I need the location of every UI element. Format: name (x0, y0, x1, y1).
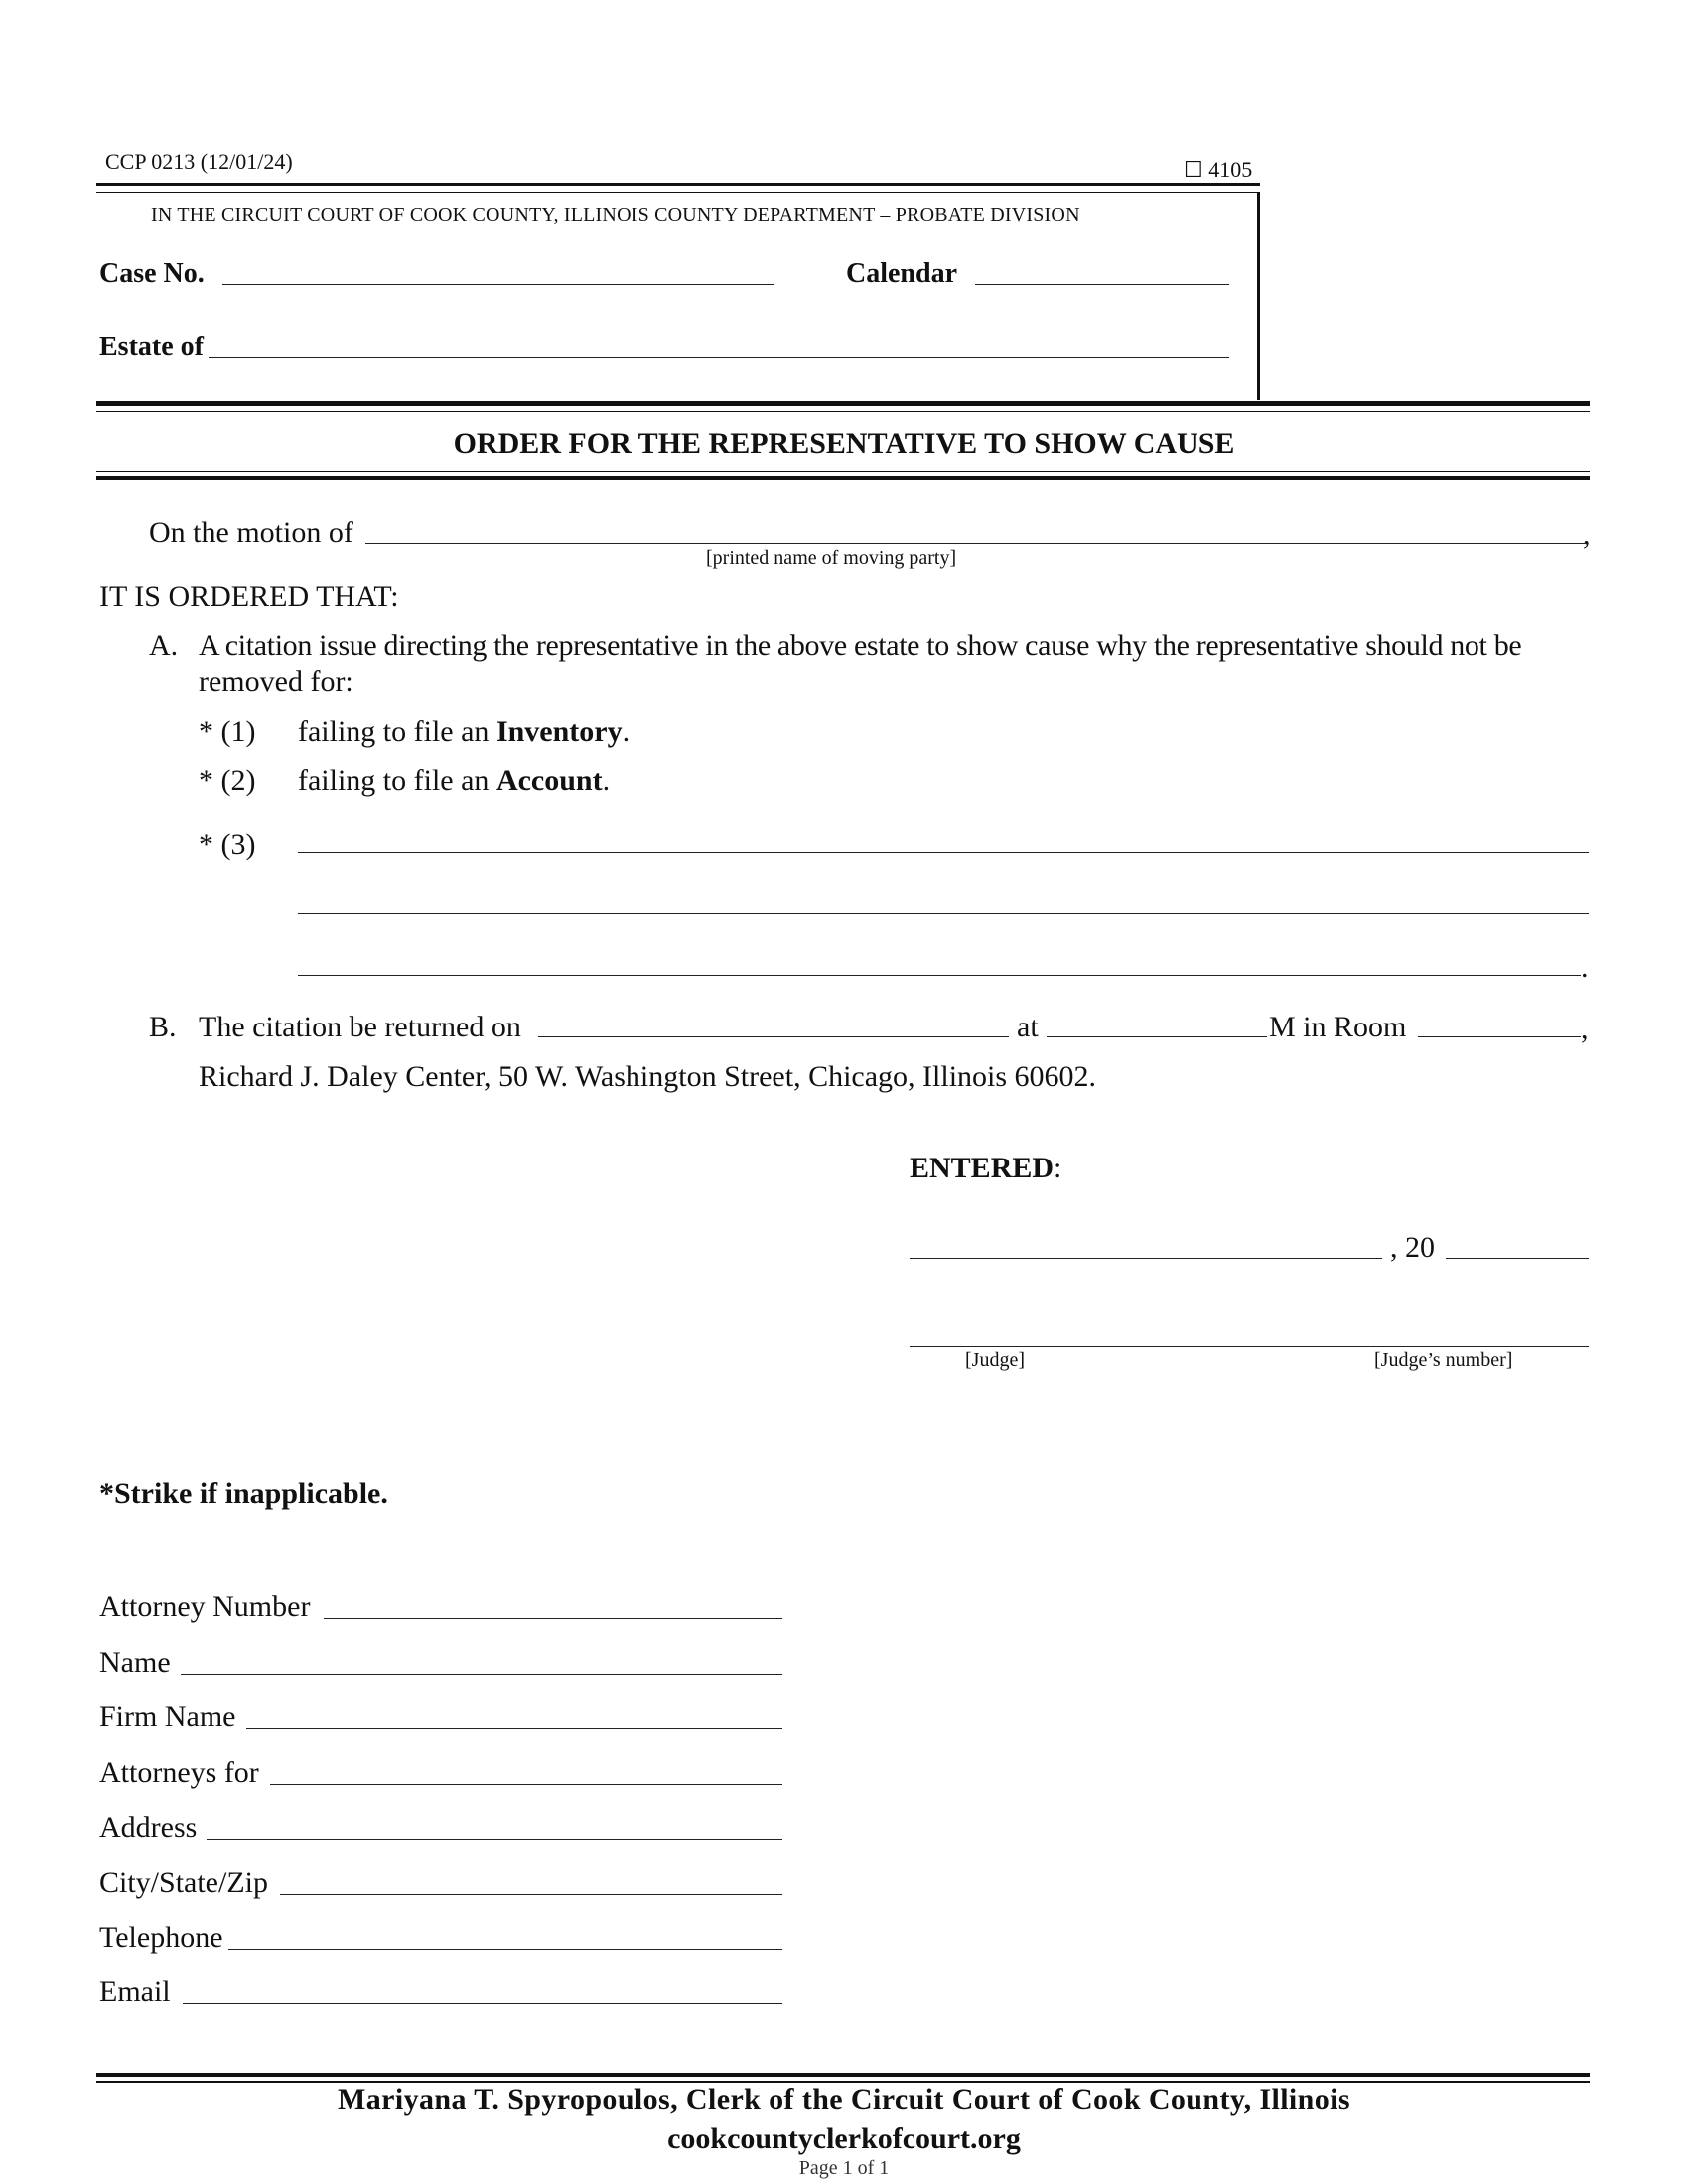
header-right-border (1257, 192, 1260, 400)
attorney-number-label: Attorney Number (99, 1590, 311, 1623)
entered-label: ENTERED (910, 1152, 1055, 1184)
item-1-prefix: failing to file an (298, 715, 490, 748)
title-rule-bottom (96, 476, 1590, 480)
estate-field[interactable] (209, 357, 1229, 358)
entered-colon: : (1054, 1152, 1062, 1184)
email-field[interactable] (183, 2003, 782, 2004)
section-b-letter: B. (149, 1011, 177, 1043)
telephone-row (99, 1923, 784, 1963)
judge-number-label: [Judge’s number] (1374, 1349, 1513, 1371)
firm-name-row (99, 1703, 784, 1742)
title-rule-top-thin (96, 411, 1590, 412)
firm-name-label: Firm Name (99, 1701, 236, 1733)
section-a-letter: A. (149, 629, 179, 662)
header-top-rule-thin (96, 192, 1260, 193)
clerk-website[interactable]: cookcountyclerkofcourt.org (667, 2122, 1021, 2155)
entered-date-field[interactable] (910, 1258, 1382, 1259)
attorney-number-field[interactable] (324, 1618, 782, 1619)
attorney-name-field[interactable] (181, 1674, 782, 1675)
page-title: ORDER FOR THE REPRESENTATIVE TO SHOW CAUSE (453, 427, 1235, 460)
header-top-rule (96, 183, 1260, 186)
item-2-text (298, 766, 610, 796)
attorney-name-row (99, 1648, 784, 1688)
moving-party-field[interactable] (365, 543, 1585, 544)
item-1-bold: Inventory (495, 715, 623, 748)
item-3-line-2[interactable] (298, 913, 1589, 914)
attorney-name-label: Name (99, 1646, 171, 1679)
moving-party-hint: [printed name of moving party] (706, 547, 957, 569)
telephone-field[interactable] (228, 1949, 782, 1950)
attorneys-for-label: Attorneys for (99, 1756, 259, 1789)
city-state-zip-label: City/State/Zip (99, 1866, 268, 1899)
return-date-field[interactable] (538, 1036, 1009, 1037)
item-2-prefix: failing to file an (298, 764, 490, 797)
form-code: CCP 0213 (12/01/24) (105, 149, 293, 174)
court-heading: IN THE CIRCUIT COURT OF COOK COUNTY, ILLINOIS COUNTY DEPARTMENT – PROBATE DIVISION (151, 205, 1080, 226)
email-label: Email (99, 1976, 171, 2008)
title-rule-top (96, 401, 1590, 406)
at-label: at (1017, 1011, 1039, 1043)
motion-label: On the motion of (149, 516, 353, 549)
section-b-comma: , (1581, 1013, 1589, 1045)
section-a-text-1: A citation issue directing the representative in the above estate to show cause why the representative should not be (199, 629, 1522, 662)
item-1-marker: * (1) (199, 715, 256, 748)
judge-label: [Judge] (965, 1349, 1025, 1371)
ordered-heading: IT IS ORDERED THAT: (99, 580, 399, 613)
attorneys-for-field[interactable] (270, 1784, 782, 1785)
item-1-suffix: . (622, 715, 631, 748)
city-state-zip-row (99, 1868, 784, 1908)
estate-label: Estate of (99, 332, 204, 362)
court-address: Richard J. Daley Center, 50 W. Washington Street, Chicago, Illinois 60602. (199, 1060, 1097, 1093)
email-row (99, 1978, 784, 2017)
room-field[interactable] (1418, 1036, 1581, 1037)
address-label: Address (99, 1811, 198, 1843)
return-time-field[interactable] (1047, 1036, 1267, 1037)
entered-year-field[interactable] (1446, 1258, 1589, 1259)
calendar-label: Calendar (846, 258, 957, 289)
item-3-line-1[interactable] (298, 852, 1589, 853)
case-no-field[interactable] (222, 284, 774, 285)
footer-rule-top (96, 2073, 1590, 2077)
entered-heading (910, 1154, 1061, 1183)
strike-note: *Strike if inapplicable. (99, 1477, 388, 1510)
motion-comma: , (1583, 518, 1591, 551)
item-2-suffix: . (602, 764, 611, 797)
item-3-line-3[interactable] (298, 975, 1581, 976)
address-row (99, 1813, 784, 1852)
item-2-marker: * (2) (199, 764, 256, 797)
year-prefix: , 20 (1390, 1231, 1435, 1264)
returned-label: The citation be returned on (199, 1011, 521, 1043)
item-3-marker: * (3) (199, 828, 256, 861)
page-number: Page 1 of 1 (798, 2157, 890, 2179)
address-field[interactable] (207, 1839, 782, 1840)
attorney-number-row (99, 1592, 784, 1632)
case-no-label: Case No. (99, 258, 205, 289)
item-2-bold: Account (495, 764, 603, 797)
title-rule-bottom-thin (96, 471, 1590, 472)
attorneys-for-row (99, 1758, 784, 1798)
item-3-end: . (1581, 951, 1589, 984)
city-state-zip-field[interactable] (280, 1894, 782, 1895)
form-number (1184, 159, 1252, 181)
m-room-label: M in Room (1269, 1011, 1407, 1043)
item-1-text (298, 717, 630, 747)
checkbox-icon[interactable]: ☐ (1184, 157, 1203, 182)
judge-signature-field[interactable] (910, 1346, 1589, 1347)
clerk-name: Mariyana T. Spyropoulos, Clerk of the Circuit Court of Cook County, Illinois (338, 2083, 1350, 2116)
form-number-value: 4105 (1208, 157, 1253, 182)
firm-name-field[interactable] (246, 1728, 782, 1729)
telephone-label: Telephone (99, 1921, 223, 1954)
section-a-text-2: removed for: (199, 665, 353, 698)
calendar-field[interactable] (975, 284, 1229, 285)
